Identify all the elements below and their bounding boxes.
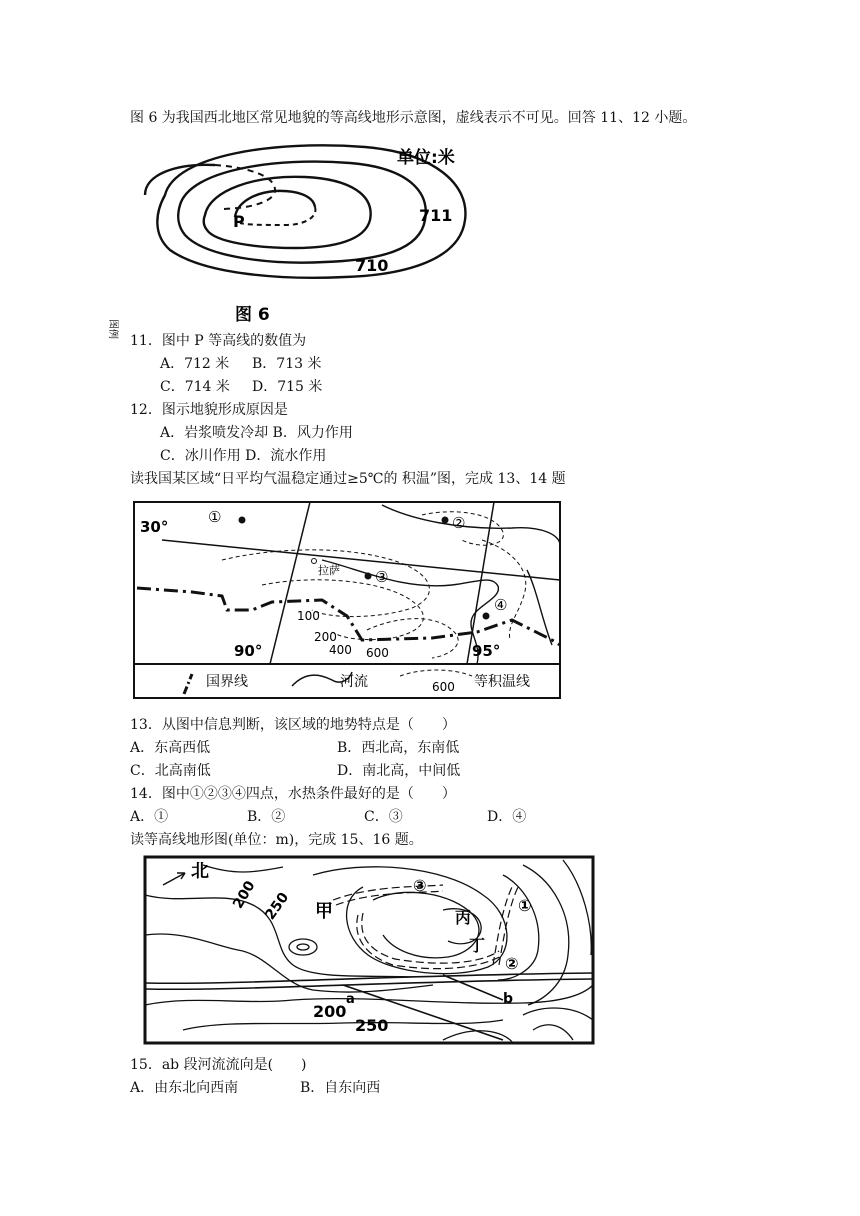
legend-isotherm-label: 等积温线 <box>474 674 530 690</box>
lat-30-label: 30° <box>140 518 169 536</box>
fig6-label-710: 710 <box>355 256 389 275</box>
q13-stem: 13．从图中信息判断，该区域的地势特点是（ ） <box>130 717 456 733</box>
point-3-label: ③ <box>375 568 389 586</box>
contour-p <box>235 191 315 217</box>
contour-k <box>183 1020 503 1030</box>
road-3b <box>499 885 519 965</box>
isotherm-200 <box>262 580 423 640</box>
contour-n <box>443 1031 513 1043</box>
isotherm-600-label: 600 <box>366 646 389 660</box>
fig6-unit-label: 单位:米 <box>397 148 455 168</box>
parallel-30 <box>162 540 560 580</box>
q15-option-b: B．自东向西 <box>300 1080 381 1096</box>
point-b-label: b <box>503 991 514 1007</box>
summit-ring-inner <box>297 944 309 950</box>
point-2 <box>442 517 449 524</box>
q12-stem: 12．图示地貌形成原因是 <box>130 402 288 418</box>
q14-option-a: A．① <box>130 809 169 825</box>
meridian-95 <box>467 502 494 664</box>
lhasa-label: 拉萨 <box>318 564 340 577</box>
node-3-label: ③ <box>413 876 427 895</box>
intro-fig6: 图 6 为我国西北地区常见地貌的等高线地形示意图，虚线表示不可见。回答 11、12 小题。 <box>130 110 697 126</box>
lon-95-label: 95° <box>472 642 501 660</box>
q14-stem: 14．图中①②③④四点，水热条件最好的是（ ） <box>130 786 456 802</box>
north-label: 北 <box>191 861 209 882</box>
fig6-caption: 图 6 <box>235 305 270 325</box>
legend-river-label: 河流 <box>340 674 368 690</box>
legend-title: 图例 <box>107 319 118 339</box>
contour-200-label: 200 <box>230 878 259 912</box>
q11-option-a: A．712 米 <box>160 356 230 372</box>
q11-stem: 11．图中 P 等高线的数值为 <box>130 333 307 349</box>
fig6-label-711: 711 <box>419 206 453 225</box>
q13-option-c: C．北高南低 <box>130 763 211 779</box>
intro-map2: 读我国某区域“日平均气温稳定通过≥5℃的 积温”图，完成 13、14 题 <box>130 471 566 487</box>
fig6-p-label: P <box>233 212 245 231</box>
q12-options-cd: C．冰川作用 D．流水作用 <box>160 448 327 464</box>
q11-option-b: B．713 米 <box>252 356 322 372</box>
point-4-label: ④ <box>494 596 508 614</box>
q11-option-c: C．714 米 <box>160 379 230 395</box>
q15-stem: 15．ab 段河流流向是( ) <box>130 1057 307 1073</box>
contour-l <box>523 1008 593 1020</box>
q14-option-d: D．④ <box>487 809 527 825</box>
point-a-label: a <box>346 992 355 1007</box>
point-1-label: ① <box>208 508 222 526</box>
q13-option-d: D．南北高，中间低 <box>337 763 461 779</box>
node-2-label: ② <box>505 954 519 973</box>
q13-option-a: A．东高西低 <box>130 740 211 756</box>
q12-options-ab: A．岩浆喷发冷却 B．风力作用 <box>160 425 353 441</box>
legend-isotherm-symbol <box>400 670 472 676</box>
point-4 <box>483 613 490 620</box>
contour-d <box>313 867 507 974</box>
contour-c <box>203 865 283 872</box>
lon-90-label: 90° <box>234 642 263 660</box>
lhasa-marker <box>312 559 317 564</box>
contour-inner <box>204 177 371 248</box>
contour-i <box>563 860 591 955</box>
legend-border-label: 国界线 <box>206 674 248 690</box>
point-3 <box>365 573 372 580</box>
river-ab <box>145 973 593 983</box>
intro-map3: 读等高线地形图(单位：m)，完成 15、16 题。 <box>130 832 423 848</box>
river-ab-2 <box>145 979 593 989</box>
node-1-label: ① <box>518 896 532 915</box>
ding-label: 丁 <box>469 936 486 955</box>
q15-option-a: A．由东北向西南 <box>130 1080 239 1096</box>
legend-border-symbol <box>184 674 192 694</box>
figure-6-contour-map <box>135 135 475 330</box>
line-to-b <box>443 975 503 1000</box>
q14-option-b: B．② <box>247 809 286 825</box>
isotherm-100 <box>222 550 429 617</box>
q13-option-b: B．西北高，东南低 <box>337 740 460 756</box>
bottom-250-label: 250 <box>355 1016 389 1035</box>
river-north <box>382 505 560 545</box>
contour-h <box>523 865 569 1005</box>
contour-m <box>533 1025 573 1040</box>
q11-option-d: D．715 米 <box>252 379 323 395</box>
point-1 <box>239 517 246 524</box>
q14-option-c: C．③ <box>364 809 403 825</box>
point-2-label: ② <box>452 514 466 532</box>
bing-label: 丙 <box>455 908 472 927</box>
contour-p-hidden <box>240 207 315 225</box>
isotherm-200-label: 200 <box>314 630 337 644</box>
contour-topographic-map <box>143 855 595 1045</box>
isotherm-100-label: 100 <box>297 609 320 623</box>
bottom-200-label: 200 <box>313 1002 347 1021</box>
legend-isotherm-value: 600 <box>432 680 455 694</box>
summit-ring-outer <box>289 939 317 955</box>
jia-label: 甲 <box>315 901 333 922</box>
isotherm-400-label: 400 <box>329 643 352 657</box>
contour-250-label: 250 <box>262 889 293 923</box>
